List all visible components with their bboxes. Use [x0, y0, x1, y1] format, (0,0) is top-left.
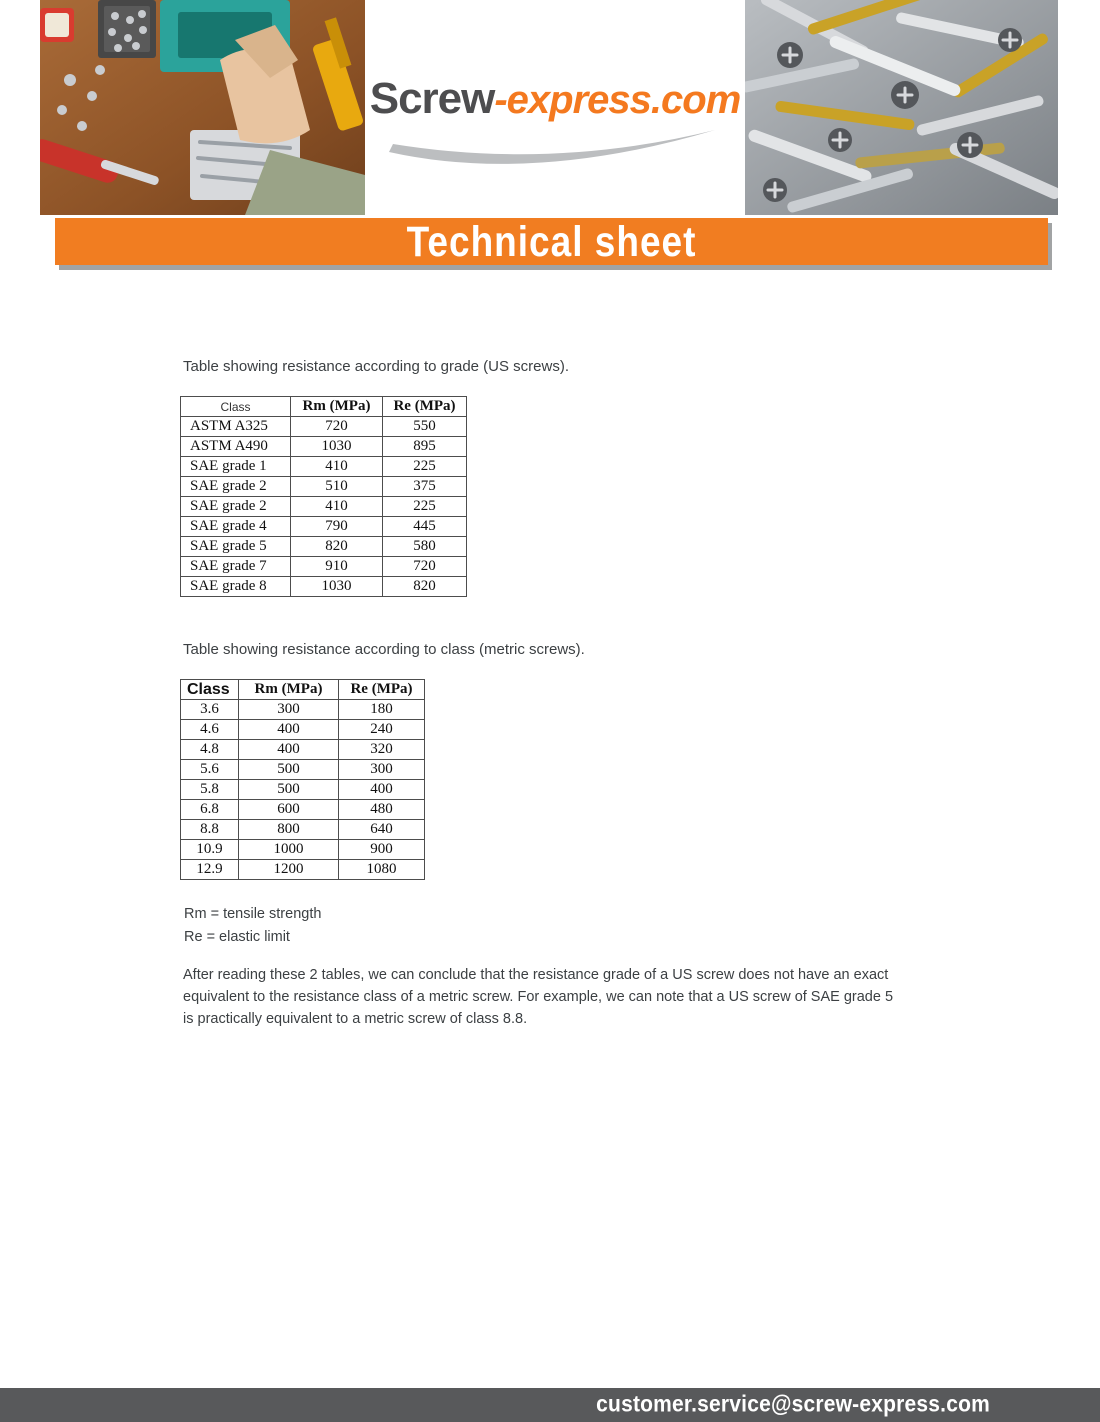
table-cell: 400 — [239, 740, 339, 760]
table-cell: 240 — [339, 720, 425, 740]
table-row — [181, 497, 467, 517]
table-cell: SAE grade 8 — [181, 577, 291, 597]
table-row — [181, 477, 467, 497]
table-cell: 400 — [339, 780, 425, 800]
table-cell: 1080 — [339, 860, 425, 880]
table-cell: 480 — [339, 800, 425, 820]
table-cell: 225 — [383, 457, 467, 477]
logo — [365, 0, 745, 215]
table-row — [181, 700, 425, 720]
metric-table-intro: Table showing resistance according to class (metric screws). — [183, 641, 585, 658]
table-cell: 720 — [291, 417, 383, 437]
table-cell: SAE grade 7 — [181, 557, 291, 577]
table-cell: SAE grade 2 — [181, 477, 291, 497]
table-cell: 5.6 — [181, 760, 239, 780]
table-cell: 5.8 — [181, 780, 239, 800]
title-banner — [55, 218, 1048, 265]
table-cell: 1030 — [291, 577, 383, 597]
table-row — [181, 577, 467, 597]
table-cell: 8.8 — [181, 820, 239, 840]
table-cell: 300 — [339, 760, 425, 780]
screw-pile-photo-illustration — [745, 0, 1058, 215]
table-cell: 320 — [339, 740, 425, 760]
table-row — [181, 417, 467, 437]
table-cell: SAE grade 4 — [181, 517, 291, 537]
metric-class-table — [180, 679, 425, 880]
logo-text-express: -express.com — [494, 77, 741, 122]
page-title: Technical sheet — [406, 217, 697, 265]
table-row — [181, 457, 467, 477]
table-row — [181, 437, 467, 457]
table-row — [181, 760, 425, 780]
table-header-row — [181, 397, 467, 417]
table-cell: 820 — [383, 577, 467, 597]
table-cell: 445 — [383, 517, 467, 537]
table-cell: SAE grade 1 — [181, 457, 291, 477]
table-cell: 510 — [291, 477, 383, 497]
table-cell: 640 — [339, 820, 425, 840]
table-row — [181, 780, 425, 800]
table-row — [181, 537, 467, 557]
table-cell: 820 — [291, 537, 383, 557]
table-cell: 1030 — [291, 437, 383, 457]
us-grade-table — [180, 396, 467, 597]
table-cell: 225 — [383, 497, 467, 517]
table-cell: 12.9 — [181, 860, 239, 880]
table-row — [181, 720, 425, 740]
table-cell: 800 — [239, 820, 339, 840]
table-row — [181, 800, 425, 820]
column-header-re: Re (MPa) — [383, 397, 467, 417]
table-cell: 3.6 — [181, 700, 239, 720]
header-photo-screws — [745, 0, 1058, 215]
legend-re: Re = elastic limit — [184, 929, 290, 945]
table-cell: 10.9 — [181, 840, 239, 860]
table-row — [181, 557, 467, 577]
us-table-intro: Table showing resistance according to grade (US screws). — [183, 358, 570, 375]
table-cell: 410 — [291, 457, 383, 477]
footer-email: customer.service@screw-express.com — [596, 1392, 990, 1417]
table-cell: 180 — [339, 700, 425, 720]
table-cell: 790 — [291, 517, 383, 537]
column-header-class: Class — [181, 397, 291, 417]
logo-text — [370, 74, 741, 124]
header-photo-workbench — [40, 0, 365, 215]
table-cell: 375 — [383, 477, 467, 497]
footer — [0, 1388, 1100, 1422]
table-header-row — [181, 680, 425, 700]
table-cell: 1000 — [239, 840, 339, 860]
table-cell: 600 — [239, 800, 339, 820]
column-header-rm: Rm (MPa) — [291, 397, 383, 417]
table-cell: 720 — [383, 557, 467, 577]
table-cell: 910 — [291, 557, 383, 577]
table-cell: SAE grade 5 — [181, 537, 291, 557]
table-cell: 500 — [239, 760, 339, 780]
legend-rm: Rm = tensile strength — [184, 906, 322, 922]
table-row — [181, 860, 425, 880]
table-row — [181, 840, 425, 860]
column-header-rm: Rm (MPa) — [239, 680, 339, 700]
table-row — [181, 740, 425, 760]
table-cell: 4.8 — [181, 740, 239, 760]
table-cell: 410 — [291, 497, 383, 517]
table-cell: 300 — [239, 700, 339, 720]
table-cell: 550 — [383, 417, 467, 437]
table-cell: 4.6 — [181, 720, 239, 740]
table-cell: 6.8 — [181, 800, 239, 820]
table-cell: ASTM A325 — [181, 417, 291, 437]
conclusion-text: After reading these 2 tables, we can conclude that the resistance grade of a US screw does not have an exact equivalent to the resistance class of a metric screw. For example, we can note that a US screw of SAE grade 5 is practically equivalent to a metric screw of class 8.8. — [183, 967, 894, 1027]
logo-swoosh — [383, 118, 723, 188]
column-header-re: Re (MPa) — [339, 680, 425, 700]
table-cell: 895 — [383, 437, 467, 457]
column-header-class: Class — [181, 680, 239, 700]
logo-text-screw: Screw — [369, 73, 495, 123]
table-cell: 400 — [239, 720, 339, 740]
table-row — [181, 517, 467, 537]
table-cell: 580 — [383, 537, 467, 557]
workbench-photo-illustration — [40, 0, 365, 215]
table-cell: SAE grade 2 — [181, 497, 291, 517]
table-row — [181, 820, 425, 840]
table-cell: ASTM A490 — [181, 437, 291, 457]
table-cell: 500 — [239, 780, 339, 800]
table-cell: 900 — [339, 840, 425, 860]
table-cell: 1200 — [239, 860, 339, 880]
header — [40, 0, 1058, 215]
